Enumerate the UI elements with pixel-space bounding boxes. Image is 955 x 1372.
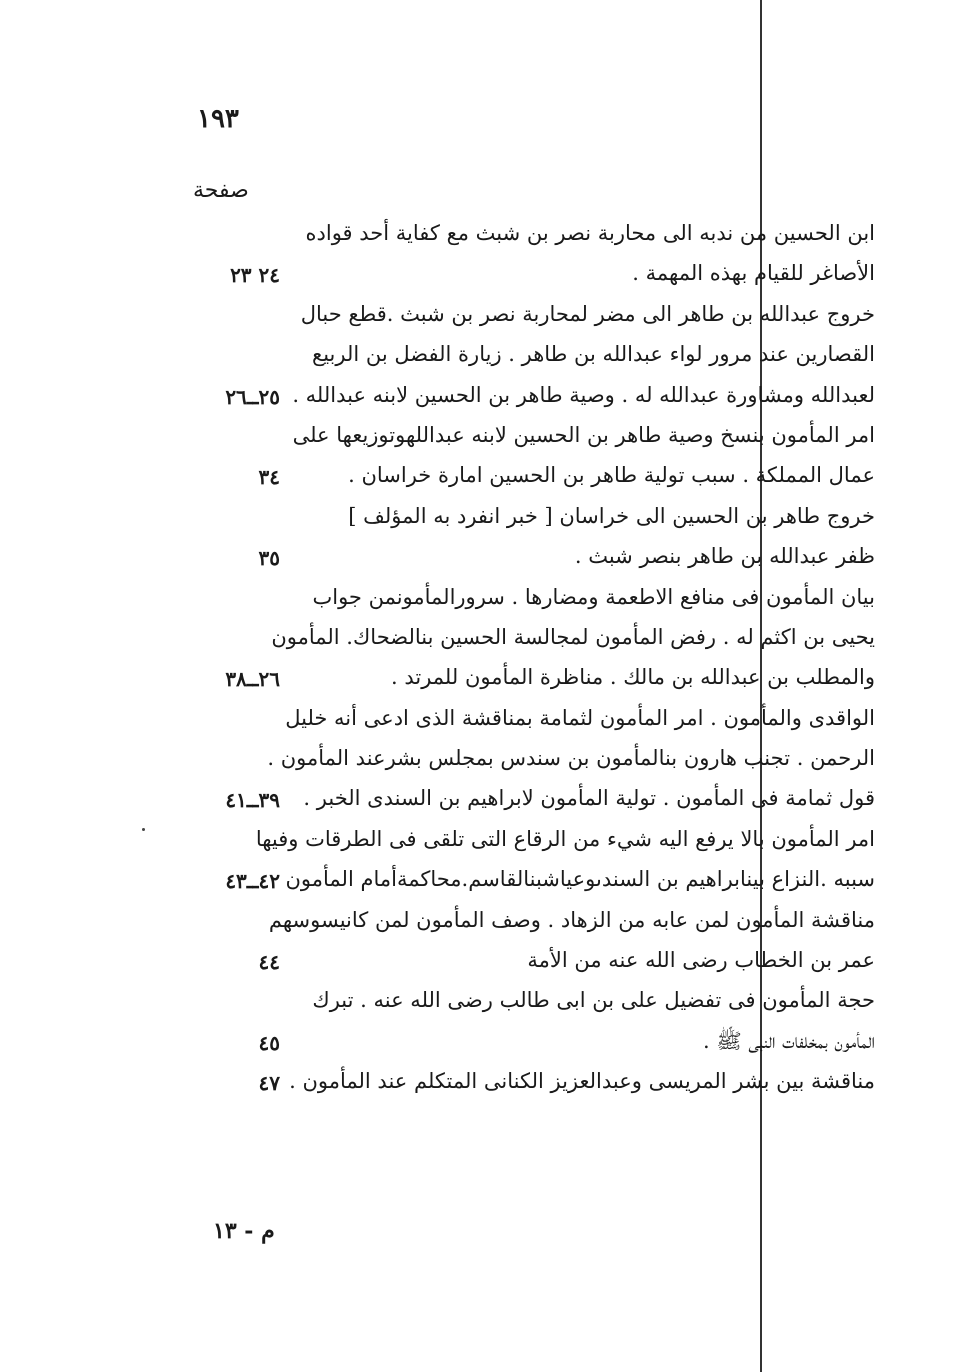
index-line (0, 656, 955, 696)
line-text: المأمون بمخلفات النبى ﷺ . (703, 1028, 875, 1053)
index-line (0, 374, 955, 414)
index-line (0, 616, 955, 656)
index-line (0, 252, 955, 292)
index-line (0, 212, 955, 252)
line-text: امر المأمون بنسخ وصية طاهر بن الحسين لابنه عبداللهوتوزيعها على (292, 422, 875, 447)
line-text: الواقدى والمأمون . امر المأمون لثمامة بمناقشة الذى ادعى أنه خليل (285, 705, 875, 730)
line-text: مناقشة المأمون لمن عابه من الزهاد . وصف المأمون لمن كانيسوسهم (268, 907, 875, 932)
index-line (0, 1060, 955, 1100)
index-line (0, 293, 955, 333)
line-text: خروج عبدالله بن طاهر الى مضر لمحاربة نصر بن شبث .قطع حبال (300, 301, 875, 326)
line-text: ظفر عبدالله بن طاهر بنصر شبث . (574, 544, 875, 569)
line-page-ref: ٣٤ (258, 465, 280, 490)
index-line (0, 818, 955, 858)
index-line (0, 576, 955, 616)
index-line (0, 1020, 955, 1060)
line-text: الرحمن . تجنب هارون بنالمأمون بن سندس بمجلس بشرعند المأمون . (267, 746, 875, 771)
line-page-ref: ٢٥ــ٢٦ (225, 384, 280, 409)
index-line (0, 979, 955, 1019)
page-column-label: صفحة (193, 178, 249, 203)
line-page-ref: ٣٩ــ٤١ (225, 788, 280, 813)
page-number: ١٩٣ (197, 104, 239, 134)
line-page-ref: ٤٤ (258, 950, 280, 975)
index-line (0, 333, 955, 373)
line-text: قول ثمامة فى المأمون . تولية المأمون لابراهيم بن السندى الخبر . (303, 786, 875, 811)
line-text: لعبدالله ومشاورة عبدالله له . وصية طاهر بن الحسين لابنه عبدالله . (292, 382, 875, 407)
line-text: يحيى بن اكثم له . رفض المأمون لمجالسة الحسين بنالضحاك. المأمون (271, 624, 875, 649)
line-text: ابن الحسين من ندبه الى محاربة نصر بن شبث مع كفاية أحد قواده (305, 221, 875, 245)
line-page-ref: ٤٢ــ٤٣ (225, 869, 280, 894)
line-text: عمال المملكة . سبب تولية طاهر بن الحسين امارة خراسان . (348, 463, 875, 488)
line-text: الأصاغر للقيام بهذه المهمة . (632, 261, 875, 286)
index-line (0, 899, 955, 939)
line-text: حجة المأمون فى تفضيل على بن ابى طالب رضى الله عنه . تبرك (312, 988, 875, 1013)
line-text: والمطلب بن عبدالله بن مالك . مناظرة المأمون للمرتد . (390, 665, 875, 690)
scan-speck (142, 828, 145, 831)
line-page-ref: ٣٥ (258, 546, 280, 571)
line-page-ref: ٤٥ (258, 1030, 280, 1055)
line-text: القصارين عند مرور لواء عبدالله بن طاهر . زيارة الفضل بن الربيع (312, 342, 875, 367)
index-entries (0, 212, 955, 1101)
index-line (0, 495, 955, 535)
index-line (0, 697, 955, 737)
index-line (0, 939, 955, 979)
line-page-ref: ٢٦ــ٣٨ (225, 667, 280, 692)
line-text: سببه .النزاع بينابراهيم بن السندىوعياشبنالقاسم.محاكمةأمام المأمون (285, 867, 875, 892)
index-line (0, 737, 955, 777)
line-text: عمر بن الخطاب رضى الله عنه من الأمة (527, 948, 875, 973)
index-line (0, 454, 955, 494)
line-text: خروج طاهر بن الحسين الى خراسان [ خبر انفرد به المؤلف ] (348, 503, 875, 528)
index-line (0, 777, 955, 817)
line-page-ref: ٤٧ (258, 1071, 280, 1096)
line-page-ref: ٢٤ ٢٣ (230, 263, 280, 288)
printer-signature-mark: م - ١٣ (213, 1218, 275, 1244)
line-text: بيان المأمون فى منافع الاطعمة ومضارها . سرورالمأمونمن جواب (312, 584, 875, 609)
index-line (0, 535, 955, 575)
index-line (0, 858, 955, 898)
line-text: امر المأمون بالا يرفع اليه شيء من الرقاع التى تلقى فى الطرقات وفيها (255, 826, 875, 851)
line-text: مناقشة بين بشر المريسى وعبدالعزيز الكنانى المتكلم عند المأمون . (289, 1069, 875, 1094)
index-line (0, 414, 955, 454)
